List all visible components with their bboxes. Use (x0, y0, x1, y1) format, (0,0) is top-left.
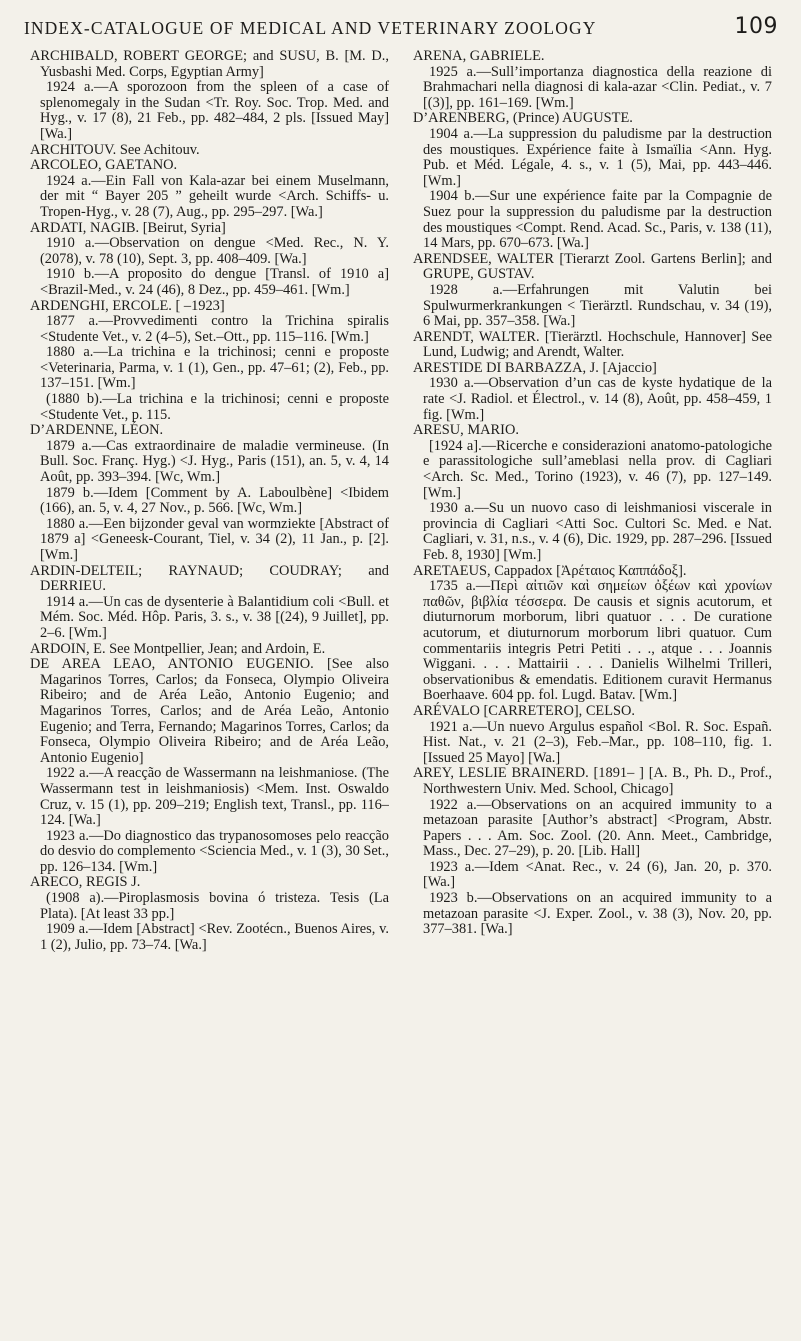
right-column (413, 49, 772, 1334)
citation-entry: 1909 a.—Idem [Abstract] <Rev. Zootécn., Buenos Aires, v. 1 (2), Julio, pp. 73–74. [Wa.] (40, 921, 389, 953)
citation-entry: 1914 a.—Un cas de dysenterie à Balantidium coli <Bull. et Mém. Soc. Méd. Hôp. Paris, 3. s., v. 38 [(24), 9 Juillet], pp. 2–6. [Wm.] (40, 593, 389, 641)
author-heading: ARENDSEE, WALTER [Tierarzt Zool. Gartens Berlin]; and GRUPE, GUSTAV. (413, 250, 772, 283)
author-heading: ARCHITOUV. See Achitouv. (30, 141, 200, 158)
citation-entry: (1880 b).—La trichina e la trichinosi; cenni e proposte <Studente Vet., p. 115. (40, 391, 389, 423)
citation-entry: 1735 a.—Περὶ αἰτιῶν καὶ σημείων ὀξέων καὶ χρονίων παθῶν, βιβλία τέσσερα. De causis et signis acutorum, et diuturnorum morborum, libri quatuor . . . De curatione acutorum, et diuturnorum morborum libri quatuor. Cum commentariis integris Petri Petiti . . ., atque . . . Joannis Wiggani. . . . Mattairii . . . Danielis Wilhelmi Trilleri, observationibus & emendatis. Editionem curavit Hermanus Boerhaave. 604 pp. fol. Lugd. Batav. [Wm.] (423, 578, 772, 704)
citation-entry: 1904 b.—Sur une expérience faite par la Compagnie de Suez pour la suppression du paludisme par la destruction des moustiques <Compt. Rend. Acad. Sc., Paris, v. 138 (11), 14 Mars, pp. 670–673. [Wa.] (423, 188, 772, 252)
citation-entry: 1880 a.—La trichina e la trichinosi; cenni e proposte <Veterinaria, Parma, v. 1 (1), Gen., pp. 47–61; (2), Feb., pp. 137–151. [Wm.] (40, 344, 389, 392)
author-heading: ARESU, MARIO. (413, 422, 519, 439)
author-heading: D’ARDENNE, LÉON. (30, 422, 164, 439)
citation-entry: 1922 a.—A reacção de Wassermann na leishmaniose. (The Wassermann test in leishmaniosis) <Mem. Inst. Oswaldo Cruz, v. 15 (1), pp. 209–219; English text, Transl., pp. 116–124. [Wa.] (40, 765, 389, 829)
citation-entry: 1925 a.—Sull’importanza diagnostica della reazione di Brahmachari nella diagnosi di kala-azar <Clin. Pediat., v. 7 [(3)], pp. 161–169. [Wm.] (423, 63, 772, 111)
citation-entry: 1910 b.—A proposito do dengue [Transl. of 1910 a] <Brazil-Med., v. 24 (46), 8 Dez., pp. 459–461. [Wm.] (40, 266, 389, 298)
citation-entry: 1923 b.—Observations on an acquired immunity to a metazoan parasite <J. Exper. Zool., v. 38 (3), Nov. 20, pp. 377–381. [Wa.] (423, 890, 772, 938)
running-header (24, 14, 784, 44)
citation-entry: 1930 a.—Su un nuovo caso di leishmaniosi viscerale in provincia di Cagliari <Atti Soc. Cultori Sc. Med. e Nat. Cagliari, v. 31, n.s., v. 4 (6), Dic. 1929, pp. 287–296. [Issued Feb. 8, 1930] [Wm.] (423, 500, 772, 563)
author-heading: ARENDT, WALTER. [Tierärztl. Hochschule, Hannover] See Lund, Ludwig; and Arendt, Walter. (413, 328, 772, 361)
author-heading: ARÉVALO [CARRETERO], CELSO. (413, 702, 635, 719)
author-heading: ARCHIBALD, ROBERT GEORGE; and SUSU, B. [M. D., Yusbashi Med. Corps, Egyptian Army] (30, 49, 389, 80)
citation-entry: 1921 a.—Un nuevo Argulus español <Bol. R. Soc. Españ. Hist. Nat., v. 21 (2–3), Feb.–Mar., pp. 108–110, fig. 1. [Issued 25 Mayo] [Wa.] (423, 718, 772, 766)
running-title: INDEX-CATALOGUE OF MEDICAL AND VETERINARY ZOOLOGY (24, 18, 597, 38)
author-heading: ARDIN-DELTEIL; RAYNAUD; COUDRAY; and DERRIEU. (30, 562, 389, 595)
citation-entry: (1908 a).—Piroplasmosis bovina ó tristeza. Tesis (La Plata). [At least 33 pp.] (40, 890, 389, 922)
author-heading: ARDATI, NAGIB. [Beirut, Syria] (30, 219, 226, 236)
author-heading: ARDENGHI, ERCOLE. [ –1923] (30, 297, 225, 314)
page-number: 109 (734, 14, 778, 39)
author-heading: ARECO, REGIS J. (30, 874, 141, 891)
citation-entry: [1924 a].—Ricerche e considerazioni anatomo-patologiche e parassitologiche sull’ameblasi nella prov. di Cagliari <Arch. Sc. Med., Torino (1923), v. 46 (7), pp. 127–149. [Wm.] (423, 437, 772, 501)
author-heading: ARESTIDE DI BARBAZZA, J. [Ajaccio] (413, 359, 657, 376)
author-heading: ARCOLEO, GAETANO. (30, 157, 178, 174)
citation-entry: 1879 b.—Idem [Comment by A. Laboulbène] <Ibidem (166), an. 5, v. 4, 27 Nov., p. 566. [Wc, Wm.] (40, 484, 389, 517)
citation-entry: 1904 a.—La suppression du paludisme par la destruction des moustiques. Expérience faite à Ismaïlia <Ann. Hyg. Pub. et Méd. Légale, 4. s., v. 1 (5), Mai, pp. 443–446. [Wm.] (423, 125, 772, 189)
author-heading: ARETAEUS, Cappadox [Ἀρέταιος Καππάδοξ]. (413, 562, 687, 579)
citation-entry: 1924 a.—A sporozoon from the spleen of a case of splenomegaly in the Sudan <Tr. Roy. Soc. Trop. Med. and Hyg., v. 17 (8), 21 Feb., pp. 482–484, 2 pls. [Issued May] [Wa.] (40, 79, 389, 142)
author-heading: AREY, LESLIE BRAINERD. [1891– ] [A. B., Ph. D., Prof., Northwestern Univ. Med. School, Chicago] (413, 765, 772, 797)
citation-entry: 1879 a.—Cas extraordinaire de maladie vermineuse. (In Bull. Soc. Franç. Hyg.) <J. Hyg., Paris (151), an. 5, v. 4, 14 Août, pp. 393–394. [Wc, Wm.] (40, 437, 389, 486)
citation-entry: 1928 a.—Erfahrungen mit Valutin bei Spulwurmerkrankungen < Tierärztl. Rundschau, v. 34 (19), 6 Mai, pp. 357–358. [Wa.] (423, 281, 772, 330)
author-heading: ARDOIN, E. See Montpellier, Jean; and Ardoin, E. (30, 640, 326, 657)
citation-entry: 1923 a.—Do diagnostico das trypanosomoses pelo reacção do desvio do complemento <Sciencia Med., v. 1 (3), 30 Set., pp. 126–134. [Wm.] (40, 827, 389, 875)
citation-entry: 1922 a.—Observations on an acquired immunity to a metazoan parasite [Author’s abstract] <Program, Abstr. Papers . . . Am. Soc. Zool. (20. Ann. Meet., Cambridge, Mass., Dec. 27–29), p. 20. [Lib. Hall] (423, 796, 772, 860)
citation-entry: 1930 a.—Observation d’un cas de kyste hydatique de la rate <J. Radiol. et Électrol., v. 14 (8), Août, pp. 458–459, 1 fig. [Wm.] (423, 375, 772, 423)
citation-entry: 1877 a.—Provvedimenti contro la Trichina spiralis <Studente Vet., v. 2 (4–5), Set.–Ott., pp. 115–116. [Wm.] (40, 313, 389, 345)
author-heading: DE AREA LEAO, ANTONIO EUGENIO. [See also Magarinos Torres, Carlos; da Fonseca, Olympio Oliveira Ribeiro; and de Aréa Leão, Antonio Eugenio; and Magarinos Torres, Carlos; and de Aréa Leão, Antonio Eugenio; and Terra, Fernando; Magarinos Torres, Carlos; da Fonseca, Olympio Oliveira Ribeiro; and de Aréa Leão, Antonio Eugenio] (30, 656, 389, 766)
author-heading: ARENA, GABRIELE. (413, 49, 545, 64)
left-column (30, 49, 389, 1334)
citation-entry: 1880 a.—Een bijzonder geval van wormziekte [Abstract of 1879 a] <Geneesk-Courant, Tiel, v. 34 (2), 11 Jan., p. [2]. [Wm.] (40, 515, 389, 563)
citation-entry: 1923 a.—Idem <Anat. Rec., v. 24 (6), Jan. 20, p. 370. [Wa.] (423, 858, 772, 891)
author-heading: D’ARENBERG, (Prince) AUGUSTE. (413, 110, 633, 127)
citation-entry: 1910 a.—Observation on dengue <Med. Rec., N. Y. (2078), v. 78 (10), Sept. 3, pp. 408–409. [Wa.] (40, 235, 389, 267)
citation-entry: 1924 a.—Ein Fall von Kala-azar bei einem Muselmann, der mit “ Bayer 205 ” geheilt wurde <Arch. Schiffs- u. Tropen-Hyg., v. 28 (7), Aug., pp. 295–297. [Wa.] (40, 172, 389, 220)
